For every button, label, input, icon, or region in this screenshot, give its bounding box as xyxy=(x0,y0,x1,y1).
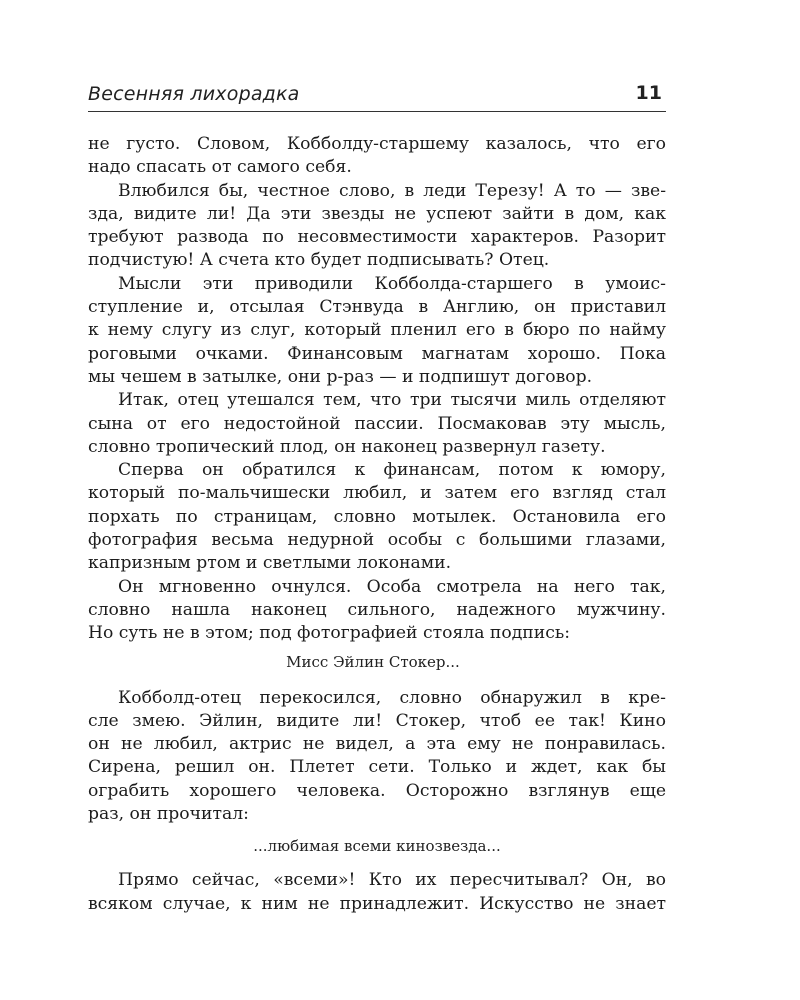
text-line: Мысли эти приводили Кобболда-старшего в умоис- xyxy=(118,273,666,294)
text-line: роговыми очками. Финансовым магнатам хорошо. Пока xyxy=(88,343,666,364)
text-line: он не любил, актрис не видел, а эта ему не понравилась. xyxy=(88,734,666,755)
text-line: Сперва он обратился к финансам, потом к юмору, xyxy=(118,460,666,481)
text-line: не густо. Словом, Кобболду-старшему казалось, что его xyxy=(88,134,666,154)
text-line: фотография весьма недурной особы с большими глазами, xyxy=(88,530,666,551)
running-head xyxy=(88,80,666,110)
text-line: капризным ртом и светлыми локонами. xyxy=(88,553,452,574)
body-text xyxy=(88,133,666,916)
text-line: ступление и, отсылая Стэнвуда в Англию, он приставил xyxy=(88,297,666,318)
text-line: Но суть не в этом; под фотографией стояла подпись: xyxy=(88,623,570,644)
text-line: Итак, отец утешался тем, что три тысячи миль отделяют xyxy=(118,390,666,411)
running-title: Весенняя лихорадка xyxy=(88,83,300,105)
text-line: сына от его недостойной пассии. Посмаковав эту мысль, xyxy=(88,413,666,434)
text-line: к нему слугу из слуг, который пленил его в бюро по найму xyxy=(88,320,666,341)
text-line: Сирена, решил он. Плетет сети. Только и ждет, как бы xyxy=(88,757,666,778)
text-line: требуют развода по несовместимости характеров. Разорит xyxy=(88,227,666,248)
photo-caption-quote: ...любимая всеми кинозвезда... xyxy=(253,837,501,856)
text-line: словно тропический плод, он наконец развернул газету. xyxy=(88,436,606,457)
text-line: мы чешем в затылке, они р-раз — и подпишут договор. xyxy=(88,366,593,387)
text-line: который по-мальчишески любил, и затем его взгляд стал xyxy=(88,483,666,504)
text-line: ограбить хорошего человека. Осторожно взглянув еще xyxy=(88,780,666,801)
text-line: подчистую! А счета кто будет подписывать? Отец. xyxy=(88,250,550,271)
text-line: Он мгновенно очнулся. Особа смотрела на него так, xyxy=(118,576,666,597)
page-number: 11 xyxy=(635,82,662,104)
text-line: словно нашла наконец сильного, надежного мужчину. xyxy=(88,599,666,620)
header-rule xyxy=(88,111,666,112)
text-line: надо спасать от самого себя. xyxy=(88,157,352,178)
text-line: зда, видите ли! Да эти звезды не успеют зайти в дом, как xyxy=(88,203,666,224)
text-line: Прямо сейчас, «всеми»! Кто их пересчитывал? Он, во xyxy=(118,870,666,891)
text-line: Кобболд-отец перекосился, словно обнаружил в кре- xyxy=(118,687,666,708)
text-line: порхать по страницам, словно мотылек. Остановила его xyxy=(88,506,666,527)
text-line: раз, он прочитал: xyxy=(88,804,249,825)
text-line: всяком случае, к ним не принадлежит. Искусство не знает xyxy=(88,893,666,914)
text-line: Влюбился бы, честное слово, в леди Терезу! А то — зве- xyxy=(118,180,666,201)
photo-caption: Мисс Эйлин Стокер... xyxy=(286,652,460,671)
text-line: сле змею. Эйлин, видите ли! Стокер, чтоб ее так! Кино xyxy=(88,710,666,731)
